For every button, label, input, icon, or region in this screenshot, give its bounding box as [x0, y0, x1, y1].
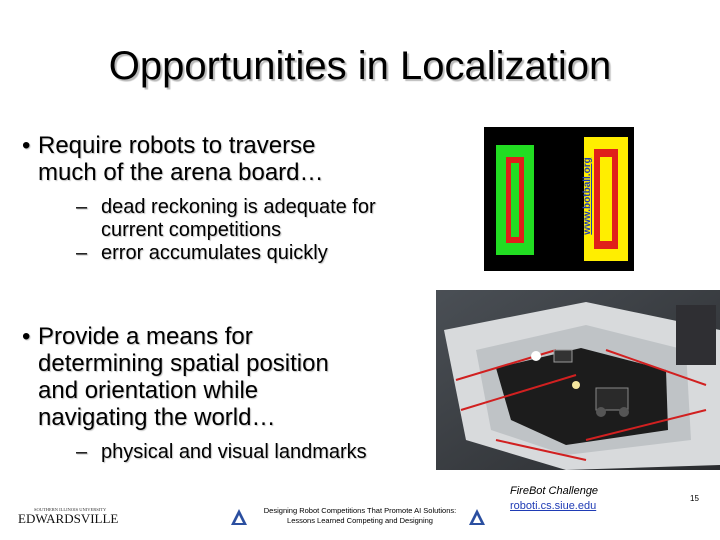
sub-bullet-line: – error accumulates quickly: [101, 242, 328, 264]
sub-bullet-2a: [0, 441, 440, 464]
logo-main-text: EDWARDSVILLE: [18, 511, 119, 526]
sub-bullet-1b: [0, 242, 470, 265]
page-number: 15: [690, 494, 699, 503]
university-logo: [16, 504, 119, 526]
sub-bullet-1a: [0, 196, 470, 242]
bullet-2-line: determining spatial position: [38, 350, 329, 377]
bullet-1-line: much of the arena board…: [38, 159, 324, 186]
firebot-text: FireBot Challenge: [510, 485, 599, 497]
bullet-list-top: [0, 132, 470, 265]
bullet-2-line: and orientation while: [38, 377, 259, 404]
botball-board-image: [484, 127, 634, 271]
image-credit: [570, 121, 594, 271]
triangle-logo-icon: [468, 508, 486, 526]
image-credit-text: Beyond Botball 2006: [570, 141, 582, 251]
bullet-2-line: • Provide a means for: [38, 323, 253, 350]
bullet-1-line: • Require robots to traverse: [38, 132, 316, 159]
footer-line: Designing Robot Competitions That Promote AI Solutions:: [263, 506, 457, 515]
triangle-logo-icon: [230, 508, 248, 526]
bullet-2: [0, 323, 440, 431]
sub-bullet-line: – physical and visual landmarks: [101, 441, 367, 463]
sub-bullet-line: current competitions: [101, 219, 282, 241]
arena-photo: [436, 290, 720, 470]
slide-title: Opportunities in Localization: [108, 44, 612, 88]
firebot-credit: [510, 484, 630, 514]
footer-line: Lessons Learned Competing and Designing: [287, 516, 433, 525]
bullet-list-bottom: [0, 323, 440, 464]
image-credit-link[interactable]: www.botball.org: [582, 157, 593, 235]
bullet-1: [0, 132, 470, 186]
bullet-2-line: navigating the world…: [38, 404, 276, 431]
footer-center-text: [254, 506, 466, 526]
logo-top-text: SOUTHERN ILLINOIS UNIVERSITY: [34, 507, 107, 512]
sub-bullet-line: – dead reckoning is adequate for: [101, 196, 376, 218]
firebot-link[interactable]: roboti.cs.siue.edu: [510, 500, 597, 512]
